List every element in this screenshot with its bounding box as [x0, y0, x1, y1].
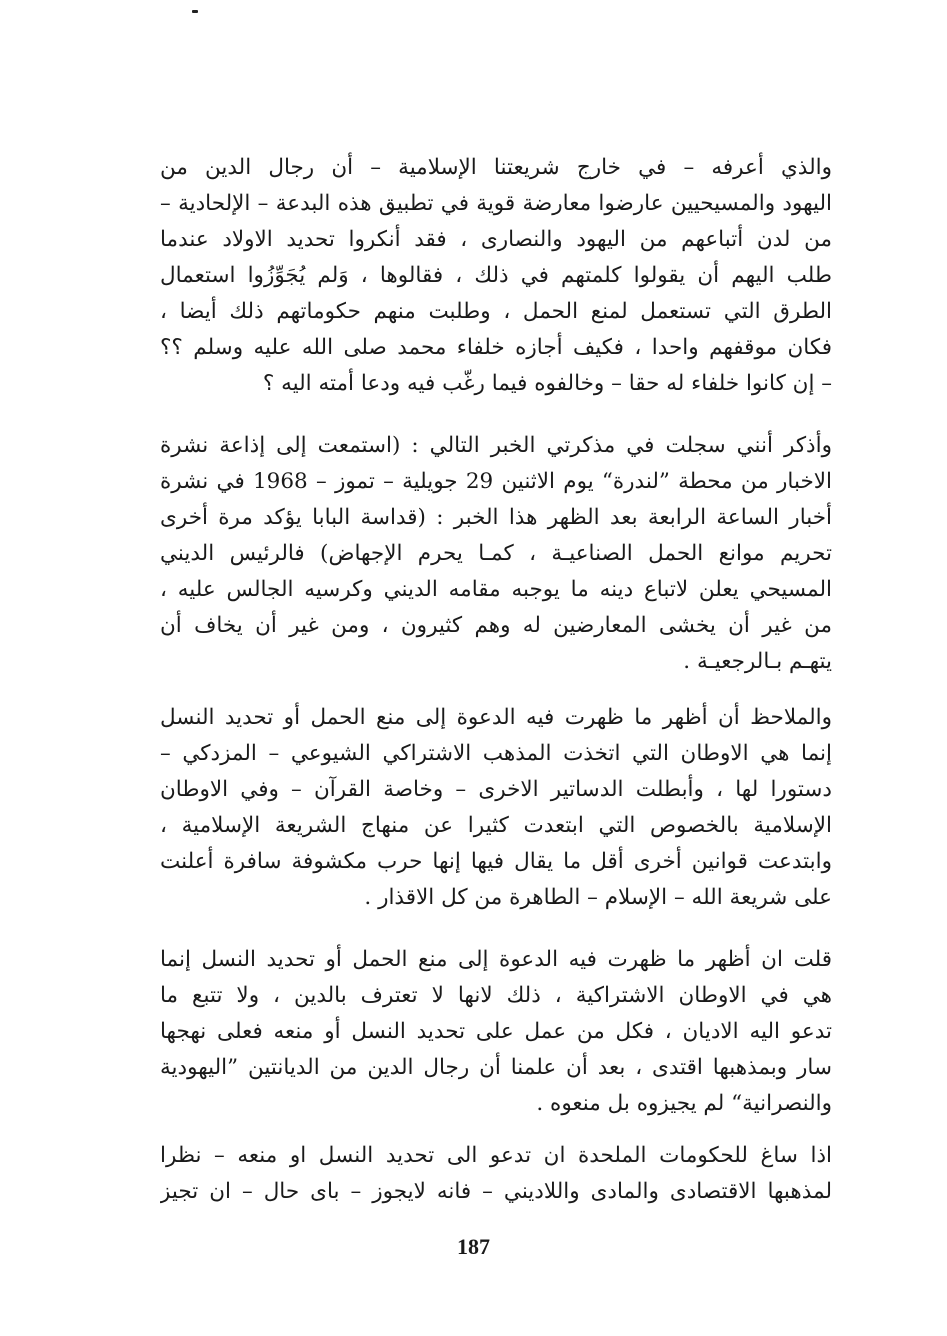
ink-speck [192, 10, 198, 13]
paragraph-3 [160, 700, 832, 916]
text-line: على شريعة الله – الإسلام – الطاهرة من كل الاقذار . [364, 885, 832, 910]
text-line: الإسلامية بالخصوص التي ابتعدت كثيرا عن منهاج الشريعة الإسلامية ، [160, 813, 832, 838]
text-line: تدعو اليه الاديان ، فكل من عمل على تحديد النسل أو منعه فعلى نهجها [160, 1019, 832, 1044]
text-line: الاخبار من محطة ”لندرة“ يوم الاثنين 29 جويلية – تموز – 1968 في نشرة [160, 469, 832, 494]
text-line: فكان موقفهم واحدا ، فكيف أجازه خلفاء محمد صلى الله عليه وسلم ؟؟ [160, 335, 832, 360]
paragraph-1 [160, 150, 832, 402]
paragraph-5 [160, 1138, 832, 1210]
text-line: قلت ان أظهر ما ظهرت فيه الدعوة إلى منع الحمل أو تحديد النسل إنما [160, 947, 832, 972]
text-line: وابتدعت قوانين أخرى أقل ما يقال فيها إنها حرب مكشوفة سافرة أعلنت [160, 849, 832, 874]
text-line: اليهود والمسيحيين عارضوا معارضة قوية في تطبيق هذه البدعة – الإلحادية – [160, 191, 832, 216]
text-line: أخبار الساعة الرابعة بعد الظهر هذا الخبر : (قداسة البابا يؤكد مرة أخرى [160, 505, 832, 530]
paragraph-2 [160, 428, 832, 680]
text-line: وأذكر أنني سجلت في مذكرتي الخبر التالي : (استمعت إلى إذاعة نشرة [160, 433, 832, 458]
text-line: والنصرانية“ لم يجيزوه بل منعوه . [536, 1091, 832, 1116]
text-line: والملاحظ أن أظهر ما ظهرت فيه الدعوة إلى منع الحمل أو تحديد النسل [160, 705, 832, 730]
text-line: دستورا لها ، وأبطلت الدساتير الاخرى – وخاصة القرآن – وفي الاوطان [160, 777, 832, 802]
text-line: يتهـم بـالرجعيـة . [683, 649, 832, 674]
text-line: اذا ساغ للحكومات الملحدة ان تدعو الى تحديد النسل او منعه – نظرا [160, 1143, 832, 1168]
text-line: سار وبمذهبها اقتدى ، بعد أن علمنا أن رجال الدين من الديانتين ”اليهودية [160, 1055, 832, 1080]
text-line: من لدن أتباعهم من اليهود والنصارى ، فقد أنكروا تحديد الاولاد عندما [160, 227, 832, 252]
text-line: تحريم موانع الحمل الصناعيـة ، كمـا يحرم الإجهاض) فالرئيس الديني [160, 541, 832, 566]
text-line: هي في الاوطان الاشتراكية ، ذلك لانها لا تعترف بالدين ، ولا تتبع ما [160, 983, 832, 1008]
text-line: المسيحي يعلن لاتباع دينه ما يوجبه مقامه الديني وكرسيه الجالس عليه ، [160, 577, 832, 602]
page-number: 187 [457, 1234, 490, 1259]
text-line: لمذهبها الاقتصادى والمادى واللاديني – فانه لايجوز – باى حال – ان تجيز [160, 1179, 832, 1204]
text-line: والذي أعرفه – في خارج شريعتنا الإسلامية – أن رجال الدين من [160, 155, 832, 180]
text-line: من غير أن يخشى المعارضين له وهم كثيرون ، ومن غير أن يخاف أن [160, 613, 832, 638]
text-line: طلب اليهم أن يقولوا كلمتهم في ذلك ، فقالوها ، وَلم يُجَوِّزُوا استعمال [160, 263, 832, 288]
text-line: – إن كانوا خلفاء له حقا – وخالفوه فيما رغّب فيه ودعا أمته اليه ؟ [262, 371, 832, 396]
paragraph-4 [160, 942, 832, 1122]
text-line: إنما هي الاوطان التي اتخذت المذهب الاشتراكي الشيوعي – المزدكي – [160, 741, 832, 766]
text-line: الطرق التي تستعمل لمنع الحمل ، وطلبت منهم حكوماتهم ذلك أيضا ، [160, 299, 832, 324]
